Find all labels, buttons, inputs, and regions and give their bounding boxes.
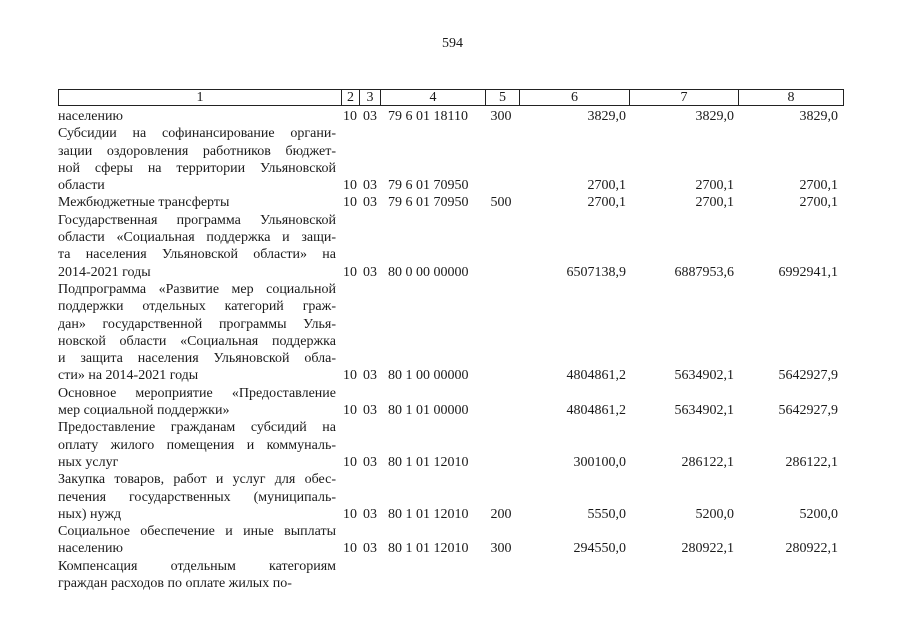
amount-col-8: 286122,1 [785, 454, 838, 470]
target-article-code: 80 1 00 00000 [388, 368, 469, 384]
description-line: дан» государственной программы Улья- [58, 316, 336, 332]
description-line: области [58, 178, 105, 194]
header-col-6: 6 [520, 90, 630, 105]
table-row [58, 523, 844, 558]
header-col-7: 7 [630, 90, 739, 105]
header-col-3: 3 [360, 90, 381, 105]
description-line: Социальное обеспечение и иные выплаты [58, 524, 336, 540]
description-line: населению [58, 541, 123, 557]
amount-col-7: 5634902,1 [674, 403, 734, 419]
target-article-code: 79 6 01 18110 [388, 109, 468, 124]
amount-col-8: 280922,1 [785, 541, 838, 557]
amount-col-7: 5634902,1 [674, 368, 734, 384]
description-line: сти» на 2014-2021 годы [58, 368, 199, 384]
table-row [58, 108, 844, 125]
amount-col-7: 286122,1 [681, 454, 734, 470]
table-body [58, 108, 844, 592]
table-row [58, 194, 844, 211]
header-col-4: 4 [381, 90, 486, 105]
subsection-code: 03 [363, 368, 377, 384]
description-line: ных услуг [58, 454, 119, 470]
header-col-1: 1 [59, 90, 342, 105]
description-line: мер социальной поддержки» [58, 403, 230, 419]
section-code: 10 [343, 403, 357, 419]
header-col-2: 2 [342, 90, 360, 105]
row-description [58, 108, 336, 125]
row-description [58, 385, 336, 420]
row-description [58, 419, 336, 471]
subsection-code: 03 [363, 109, 377, 124]
row-description [58, 523, 336, 558]
description-line: ной сферы на территории Ульяновской [58, 160, 336, 176]
amount-col-7: 2700,1 [695, 178, 734, 194]
description-line: 2014-2021 годы [58, 264, 151, 280]
amount-col-8: 3829,0 [799, 109, 838, 124]
section-code: 10 [343, 368, 357, 384]
section-code: 10 [343, 109, 357, 124]
target-article-code: 80 1 01 12010 [388, 541, 469, 557]
subsection-code: 03 [363, 454, 377, 470]
expense-type-code: 300 [490, 541, 512, 557]
amount-col-6: 5550,0 [587, 506, 626, 522]
description-line: та населения Ульяновской области» на [58, 247, 336, 263]
amount-col-7: 5200,0 [695, 506, 734, 522]
description-line: Закупка товаров, работ и услуг для обес- [58, 472, 336, 488]
amount-col-6: 3829,0 [587, 109, 626, 124]
table-row [58, 212, 844, 281]
table-row [58, 385, 844, 420]
amount-col-6: 6507138,9 [566, 264, 626, 280]
row-description [58, 194, 336, 211]
amount-col-8: 5642927,9 [778, 403, 838, 419]
amount-col-6: 4804861,2 [566, 368, 626, 384]
amount-col-6: 4804861,2 [566, 403, 626, 419]
description-line: Межбюджетные трансферты [58, 195, 230, 211]
section-code: 10 [343, 506, 357, 522]
amount-col-8: 2700,1 [799, 178, 838, 194]
description-line: Основное мероприятие «Предоставление [58, 385, 336, 401]
row-description [58, 125, 336, 194]
description-line: Подпрограмма «Развитие мер социальной [58, 281, 336, 297]
amount-col-7: 2700,1 [695, 195, 734, 211]
table-header [58, 89, 844, 106]
description-line: поддержки отдельных категорий граж- [58, 299, 336, 315]
subsection-code: 03 [363, 403, 377, 419]
description-line: населению [58, 109, 123, 124]
amount-col-8: 2700,1 [799, 195, 838, 211]
header-col-8: 8 [787, 90, 795, 105]
target-article-code: 80 1 01 12010 [388, 454, 469, 470]
target-article-code: 79 6 01 70950 [388, 195, 469, 211]
page-number: 594 [442, 36, 463, 51]
header-col-5: 5 [486, 90, 520, 105]
description-line: области «Социальная поддержка и защи- [58, 230, 336, 246]
description-line: Предоставление гражданам субсидий на [58, 420, 336, 436]
amount-col-8: 5642927,9 [778, 368, 838, 384]
expense-type-code: 200 [490, 506, 512, 522]
description-line: граждан расходов по оплате жилых по- [58, 576, 292, 592]
amount-col-7: 3829,0 [695, 109, 734, 124]
amount-col-7: 6887953,6 [674, 264, 734, 280]
section-code: 10 [343, 541, 357, 557]
row-description [58, 281, 336, 385]
table-row [58, 125, 844, 194]
row-description [58, 558, 336, 593]
description-line: Государственная программа Ульяновской [58, 212, 336, 228]
expense-type-code: 500 [490, 195, 512, 211]
subsection-code: 03 [363, 178, 377, 194]
amount-col-6: 300100,0 [573, 454, 626, 470]
subsection-code: 03 [363, 195, 377, 211]
amount-col-6: 2700,1 [587, 178, 626, 194]
description-line: зации оздоровления работников бюджет- [58, 143, 336, 159]
description-line: ных) нужд [58, 506, 122, 522]
amount-col-8: 5200,0 [799, 506, 838, 522]
section-code: 10 [343, 195, 357, 211]
subsection-code: 03 [363, 506, 377, 522]
table-row [58, 419, 844, 471]
target-article-code: 80 1 01 12010 [388, 506, 469, 522]
target-article-code: 80 0 00 00000 [388, 264, 469, 280]
amount-col-8: 6992941,1 [778, 264, 838, 280]
section-code: 10 [343, 454, 357, 470]
row-description [58, 212, 336, 281]
section-code: 10 [343, 178, 357, 194]
description-line: Субсидии на софинансирование органи- [58, 126, 336, 142]
amount-col-6: 294550,0 [573, 541, 626, 557]
description-line: и защита населения Ульяновской обла- [58, 351, 336, 367]
expense-type-code: 300 [490, 109, 512, 124]
amount-col-7: 280922,1 [681, 541, 734, 557]
table-row [58, 281, 844, 385]
target-article-code: 80 1 01 00000 [388, 403, 469, 419]
section-code: 10 [343, 264, 357, 280]
description-line: оплату жилого помещения и коммуналь- [58, 437, 336, 453]
description-line: Компенсация отдельным категориям [58, 558, 336, 574]
target-article-code: 79 6 01 70950 [388, 178, 469, 194]
description-line: новской области «Социальная поддержка [58, 333, 336, 349]
table-row [58, 558, 844, 593]
table-row [58, 471, 844, 523]
subsection-code: 03 [363, 541, 377, 557]
subsection-code: 03 [363, 264, 377, 280]
row-description [58, 471, 336, 523]
amount-col-6: 2700,1 [587, 195, 626, 211]
description-line: печения государственных (муниципаль- [58, 489, 336, 505]
